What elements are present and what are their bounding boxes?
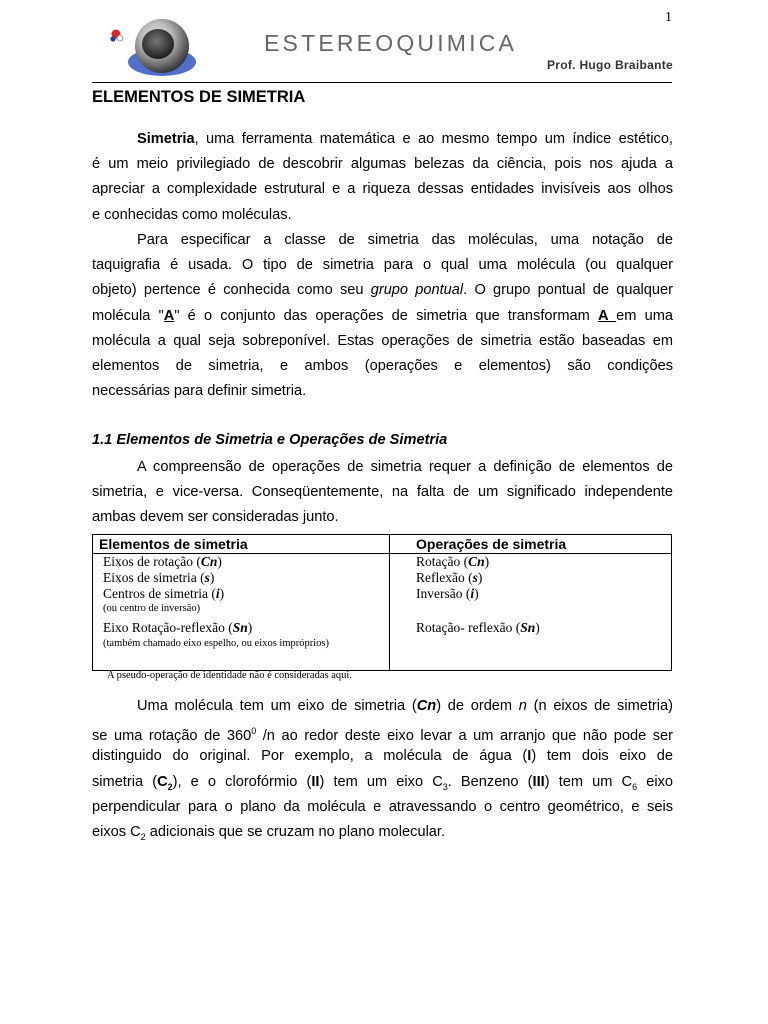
paragraph-point-group: Para especificar a classe de simetria das moléculas, uma notação de taquigrafia é usada. O tipo de simetria para o qual uma molécula (ou qualquer objeto) pertence é conhecida como seu grupo pontual. O grupo pontual de qualquer molécula "A" é o conjunto das operações de simetria que transformam A em uma molécula a qual seja sobreponível. Estas operações de simetria estão baseadas em elementos de simetria, e ambos (operações e elementos) são condições necessárias para definir simetria. [92,232,674,400]
table-cell-element: Eixo Rotação-reflexão (Sn) [103,620,253,635]
table-cell-operation: Inversão (i) [416,586,479,601]
table-cell-element: Eixos de simetria (s) [103,570,215,585]
symmetry-table [92,534,672,671]
paragraph-elements-operations: A compreensão de operações de simetria requer a definição de elementos de simetria, e vice-versa. Conseqüentemente, na falta de um significado independente ambas devem ser consideradas junto. [92,459,673,526]
paragraph-rotation-axis: Uma molécula tem um eixo de simetria (Cn) de ordem n (n eixos de simetria) se uma rotação de $360^0$ /n ao redor deste eixo levar a um arranjo que não pode ser distinguido do original. Por exemplo, a molécula de água (I) tem dois eixo de simetria $(C_2)$, e o clorofórmio (II) tem um eixo $C_3$. Benzeno (III) tem um $C_6$ eixo perpendicular para o plano da molécula e atravessando o centro geométrico, e seis eixos $C_2$ adicionais que se cruzam no plano molecular. [92,698,674,842]
header-rule [92,82,672,83]
table-cell-element: Centros de simetria (i) [103,586,225,601]
section-heading: ELEMENTOS DE SIMETRIA [92,88,306,106]
molecule-sphere-logo-icon [104,16,196,80]
page-number: 1 [665,10,672,25]
table-footnote: A pseudo-operação de identidade não é consideradas aqui. [107,670,352,681]
molecule-a-mark-2: A [597,307,617,324]
header-author: Prof. Hugo Braibante [546,58,673,72]
table-cell-operation: Rotação- reflexão (Sn) [416,620,540,635]
table-header-operations: Operações de simetria [416,536,567,552]
table-cell-operation: Reflexão (s) [416,570,483,585]
molecule-a-mark: A [163,307,175,324]
term-simetria: Simetria [137,131,195,147]
table-header-elements: Elementos de simetria [99,536,248,552]
table-cell-note: (ou centro de inversão) [103,603,201,614]
paragraph-intro: Simetria, uma ferramenta matemática e ao mesmo tempo um índice estético, é um meio privilegiado de descobrir algumas belezas da ciência, pois nos ajuda a apreciar a complexidade estrutural e a riqueza dessas entidades invisíveis aos olhos e conhecidas como moléculas. [92,131,673,223]
table-cell-operation: Rotação (Cn) [416,554,490,569]
table-cell-note: (também chamado eixo espelho, ou eixos impróprios) [103,638,329,649]
table-cell-element: Eixos de rotação (Cn) [103,554,222,569]
subsection-heading: 1.1 Elementos de Simetria e Operações de Simetria [92,432,448,448]
term-grupo-pontual: grupo pontual [370,282,464,299]
header-title: ESTEREOQUIMICA [264,30,518,56]
